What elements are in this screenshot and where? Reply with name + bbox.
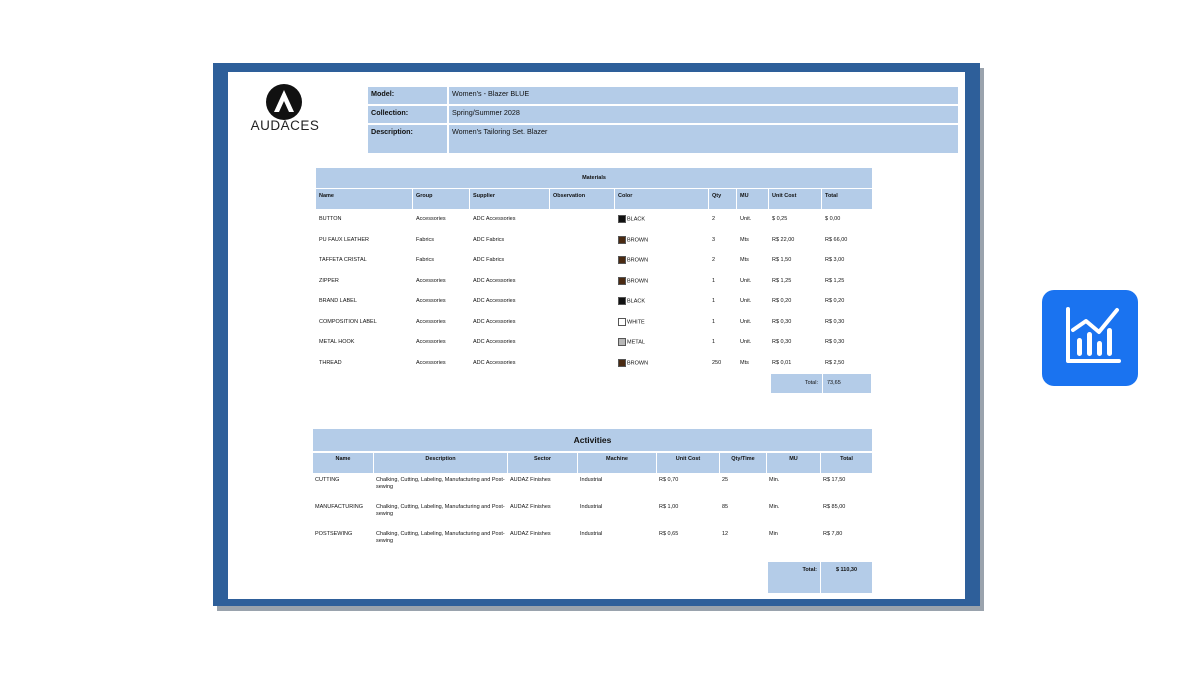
materials-unit-cell: $ 0,25 (772, 216, 788, 223)
materials-header-cell: Color (615, 189, 709, 209)
materials-total-cell: R$ 0,30 (825, 339, 845, 346)
materials-header-cell: Total (825, 193, 838, 199)
materials-unit-cell: R$ 0,20 (772, 298, 792, 305)
activities-name-cell: CUTTING (315, 477, 340, 483)
materials-name-cell: BRAND LABEL (319, 298, 357, 305)
color-name: BROWN (627, 237, 649, 244)
materials-name-cell: COMPOSITION LABEL (319, 318, 377, 325)
materials-table (316, 168, 872, 386)
materials-header-cell: Observation (550, 189, 615, 209)
materials-name-cell: TAFFETA CRISTAL (319, 257, 367, 264)
materials-unit-cell: R$ 0,30 (772, 339, 792, 346)
color-name: WHITE (627, 319, 645, 326)
materials-supplier-cell: ADC Accessories (473, 298, 516, 305)
table-row (316, 353, 872, 374)
materials-mu-cell: Unit. (740, 277, 752, 284)
materials-qty-cell: 1 (712, 318, 716, 325)
color-name: BROWN (627, 257, 649, 264)
activities-machine-cell: Industrial (580, 531, 603, 537)
color-swatch (618, 297, 626, 305)
materials-supplier-cell: ADC Fabrics (473, 257, 505, 264)
table-row (316, 332, 872, 353)
activities-header-cell: Sector (508, 453, 578, 473)
table-row (316, 291, 872, 312)
materials-qty-cell: 1 (712, 277, 716, 284)
activities-desc-cell: Chalking, Cutting, Labeling, Manufacturing and Post-sewing (376, 477, 505, 490)
materials-unit-cell: R$ 1,50 (772, 257, 792, 264)
info-value: Women's - Blazer BLUE (449, 87, 958, 104)
materials-name-cell: THREAD (319, 359, 342, 366)
materials-supplier-cell: ADC Accessories (473, 277, 516, 284)
activities-sector-cell: AUDAZ Finishes (510, 477, 551, 483)
materials-mu-cell: Mts (740, 359, 749, 366)
materials-mu-cell: Mts (740, 236, 749, 243)
materials-supplier-cell: ADC Accessories (473, 216, 516, 223)
activities-name-cell: POSTSEWING (315, 531, 353, 537)
activities-qty-cell: 25 (722, 477, 729, 483)
materials-total-cell: $ 0,00 (825, 216, 841, 223)
table-row (313, 528, 872, 554)
materials-qty-cell: 1 (712, 339, 716, 346)
activities-unit-cell: R$ 0,65 (659, 531, 679, 537)
materials-header-cell: Name (316, 189, 413, 209)
materials-header-cell: Unit Cost (769, 189, 822, 209)
materials-qty-cell: 3 (712, 236, 716, 243)
logo-mark-icon (266, 84, 302, 120)
table-row (313, 474, 872, 500)
materials-group-cell: Accessories (416, 339, 446, 346)
materials-name-cell: METAL HOOK (319, 339, 355, 346)
activities-desc-cell: Chalking, Cutting, Labeling, Manufacturing and Post-sewing (376, 504, 505, 517)
materials-color-cell (615, 359, 709, 367)
activities-header-cell: Name (313, 453, 374, 473)
table-row (313, 501, 872, 527)
materials-name-cell: BUTTON (319, 216, 342, 223)
materials-mu-cell: Unit. (740, 339, 752, 346)
info-label: Model: (368, 87, 449, 104)
info-row (368, 87, 958, 104)
table-row (316, 271, 872, 292)
activities-mu-cell: Min (769, 531, 778, 537)
activities-machine-cell: Industrial (580, 504, 603, 510)
materials-group-cell: Accessories (416, 359, 446, 366)
table-row (316, 230, 872, 251)
table-row (316, 312, 872, 333)
materials-total-cell: R$ 0,30 (825, 318, 845, 325)
activities-header-cell: Machine (578, 453, 657, 473)
materials-color-cell (615, 256, 709, 264)
materials-total-cell: R$ 66,00 (825, 236, 848, 243)
materials-total-value: 73,65 (823, 374, 871, 393)
analytics-app-button[interactable] (1042, 290, 1138, 386)
materials-name-cell: PU FAUX LEATHER (319, 236, 370, 243)
materials-color-cell (615, 318, 709, 326)
materials-group-cell: Accessories (416, 318, 446, 325)
materials-total-cell: R$ 0,20 (825, 298, 845, 305)
audaces-logo (247, 84, 323, 134)
materials-unit-cell: R$ 1,25 (772, 277, 792, 284)
activities-header-cell: MU (767, 453, 821, 473)
activities-table (313, 429, 872, 573)
materials-group-cell: Fabrics (416, 236, 435, 243)
materials-qty-cell: 2 (712, 257, 716, 264)
color-name: BROWN (627, 360, 649, 367)
materials-color-cell (615, 297, 709, 305)
activities-machine-cell: Industrial (580, 477, 603, 483)
table-row (316, 209, 872, 230)
color-name: BLACK (627, 216, 646, 223)
materials-total-cell: R$ 2,50 (825, 359, 845, 366)
table-row (316, 250, 872, 271)
color-swatch (618, 236, 626, 244)
materials-mu-cell: Unit. (740, 298, 752, 305)
color-swatch (618, 215, 626, 223)
activities-total-label: Total: (768, 562, 821, 593)
activities-total-cell: R$ 17,50 (823, 477, 846, 483)
activities-header-cell: Qty/Time (720, 453, 767, 473)
materials-group-cell: Fabrics (416, 257, 435, 264)
activities-total (768, 562, 872, 593)
materials-unit-cell: R$ 0,01 (772, 359, 792, 366)
materials-total-cell: R$ 3,00 (825, 257, 845, 264)
materials-group-cell: Accessories (416, 216, 446, 223)
color-name: METAL (627, 339, 645, 346)
materials-header-cell: Group (413, 189, 470, 209)
materials-mu-cell: Unit. (740, 216, 752, 223)
materials-mu-cell: Unit. (740, 318, 752, 325)
activities-total-cell: R$ 7,80 (823, 531, 843, 537)
activities-header-cell: Unit Cost (657, 453, 720, 473)
materials-header-row (316, 189, 872, 209)
materials-unit-cell: R$ 22,00 (772, 236, 795, 243)
info-row (368, 125, 958, 153)
activities-title: Activities (313, 429, 872, 451)
info-row (368, 106, 958, 123)
materials-color-cell (615, 215, 709, 223)
product-info-table (368, 85, 958, 155)
activities-header-row (313, 453, 872, 473)
activities-desc-cell: Chalking, Cutting, Labeling, Manufacturing and Post-sewing (376, 531, 505, 544)
materials-total-label: Total: (771, 374, 823, 393)
activities-qty-cell: 12 (722, 531, 729, 537)
info-label: Collection: (368, 106, 449, 123)
activities-body (313, 474, 872, 554)
activities-total-cell: R$ 85,00 (823, 504, 846, 510)
logo-text: AUDACES (250, 118, 320, 133)
materials-color-cell (615, 338, 709, 346)
materials-name-cell: ZIPPER (319, 277, 339, 284)
materials-title: Materials (316, 168, 872, 188)
materials-mu-cell: Mts (740, 257, 749, 264)
color-swatch (618, 338, 626, 346)
materials-qty-cell: 1 (712, 298, 716, 305)
color-swatch (618, 318, 626, 326)
materials-body (316, 209, 872, 373)
materials-header-cell: Supplier (470, 189, 550, 209)
materials-total-cell: R$ 1,25 (825, 277, 845, 284)
color-name: BROWN (627, 278, 649, 285)
materials-supplier-cell: ADC Fabrics (473, 236, 505, 243)
materials-qty-cell: 250 (712, 359, 722, 366)
activities-sector-cell: AUDAZ Finishes (510, 531, 551, 537)
activities-unit-cell: R$ 0,70 (659, 477, 679, 483)
color-name: BLACK (627, 298, 646, 305)
materials-group-cell: Accessories (416, 298, 446, 305)
info-value: Spring/Summer 2028 (449, 106, 958, 123)
materials-qty-cell: 2 (712, 216, 716, 223)
materials-color-cell (615, 236, 709, 244)
activities-unit-cell: R$ 1,00 (659, 504, 679, 510)
color-swatch (618, 359, 626, 367)
activities-header-cell: Total (840, 456, 853, 462)
materials-header-cell: Qty (709, 189, 737, 209)
activities-mu-cell: Min. (769, 504, 780, 510)
chart-icon (1042, 290, 1138, 386)
materials-group-cell: Accessories (416, 277, 446, 284)
materials-supplier-cell: ADC Accessories (473, 359, 516, 366)
materials-header-cell: MU (737, 189, 769, 209)
materials-supplier-cell: ADC Accessories (473, 318, 516, 325)
color-swatch (618, 256, 626, 264)
materials-supplier-cell: ADC Accessories (473, 339, 516, 346)
activities-total-value: $ 110,30 (821, 562, 872, 593)
activities-header-cell: Description (374, 453, 508, 473)
activities-qty-cell: 85 (722, 504, 729, 510)
activities-mu-cell: Min. (769, 477, 780, 483)
materials-total (771, 374, 871, 393)
info-value: Women's Tailoring Set. Blazer (449, 125, 958, 153)
color-swatch (618, 277, 626, 285)
materials-unit-cell: R$ 0,30 (772, 318, 792, 325)
info-label: Description: (368, 125, 449, 153)
activities-name-cell: MANUFACTURING (315, 504, 363, 510)
activities-sector-cell: AUDAZ Finishes (510, 504, 551, 510)
materials-color-cell (615, 277, 709, 285)
